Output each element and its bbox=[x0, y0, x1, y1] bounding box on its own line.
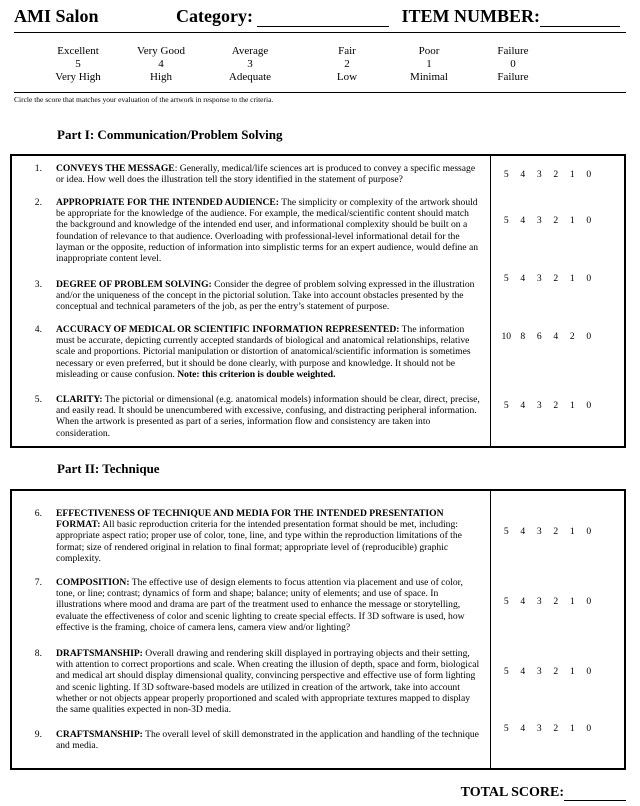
score-option[interactable]: 4 bbox=[520, 666, 526, 677]
score-option[interactable]: 2 bbox=[553, 723, 559, 734]
scale-col-average bbox=[205, 45, 295, 84]
criterion-title: CONVEYS THE MESSAGE bbox=[56, 163, 175, 174]
score-option[interactable]: 3 bbox=[536, 169, 542, 180]
criterion-title: APPROPRIATE FOR THE INTENDED AUDIENCE: bbox=[56, 197, 279, 208]
score-option[interactable]: 0 bbox=[586, 723, 592, 734]
scale-label: Fair bbox=[338, 45, 356, 57]
score-option[interactable]: 2 bbox=[553, 526, 559, 537]
scale-score: 5 bbox=[75, 58, 81, 70]
scale-score: 1 bbox=[426, 58, 432, 70]
scale-rule bbox=[14, 92, 626, 93]
instruction-text: Circle the score that matches your evaluation of the artwork in response to the criteria. bbox=[14, 95, 274, 104]
score-option[interactable]: 2 bbox=[553, 400, 559, 411]
score-option[interactable]: 4 bbox=[520, 169, 526, 180]
score-option[interactable]: 1 bbox=[569, 526, 575, 537]
score-options-1 bbox=[498, 169, 618, 180]
score-options-3 bbox=[498, 273, 618, 284]
criterion-body: The effective use of design elements to focus attention via placement and use of color, tone, or line; contrast; dynamics of form and shape; balance; unity of elements; and use of space. In illustrations where mood and drama are part of the treatment used to enhance the message or storytelling, evaluate the effectiveness of color and scenic lighting to create special effects. If 3D software is used, how effective is the framing, choice of camera lens, camera view and/or lighting? bbox=[56, 577, 465, 633]
score-option[interactable]: 2 bbox=[553, 273, 559, 284]
criterion-title: CRAFTSMANSHIP: bbox=[56, 729, 143, 740]
criterion-body: The overall level of skill demonstrated in the application and handling of the technique and media. bbox=[56, 729, 479, 752]
score-option[interactable]: 3 bbox=[536, 400, 542, 411]
criterion-body: The pictorial or dimensional (e.g. anatomical models) information should be clear, direct, precise, and easily read. It should be unencumbered with excessive, confusing, and distracting peripheral information. When the artwork is presented as part of a series, information flow and consistency are taken into consideration. bbox=[56, 394, 480, 439]
criterion-body: The simplicity or complexity of the artwork should be appropriate for the knowledge of the audience. For example, the medical/scientific content should match the background and knowledge of the intended end user, and informational complexity should be built on a foundation of relevance to that audience. Overloading with professional-level informational detail for the layman or the opposite, reduction of information into simplistic terms for an expert audience, would define an inappropriate content level. bbox=[56, 197, 479, 265]
score-option[interactable]: 4 bbox=[520, 273, 526, 284]
category-label: Category: bbox=[176, 6, 253, 26]
header-rule bbox=[14, 32, 626, 33]
form-header bbox=[14, 6, 626, 28]
score-option[interactable]: 1 bbox=[569, 215, 575, 226]
score-option[interactable]: 2 bbox=[569, 331, 575, 342]
scale-score: 3 bbox=[247, 58, 253, 70]
criterion-number: 6. bbox=[34, 508, 42, 519]
criterion-body: Consider the degree of problem solving expressed in the illustration and/or the uniqueness of the concept in the pictorial solution. Take into account obstacles presented by the conceptual and technical parameters of the job, as per the entry’s statement of purpose. bbox=[56, 279, 475, 313]
score-option[interactable]: 3 bbox=[536, 596, 542, 607]
score-option[interactable]: 1 bbox=[569, 169, 575, 180]
score-option[interactable]: 3 bbox=[536, 215, 542, 226]
criterion-body: The information must be accurate, depicting currently accepted standards of biological and anatomical relationships, relative scale and proportions. Pictorial manipulation or distortion of anatomical/scientific information is sometimes necessary or even preferred, but it should be done clearly, with purpose and knowledge. It should not be misleading or cause confusion. bbox=[56, 324, 471, 380]
score-option[interactable]: 2 bbox=[553, 215, 559, 226]
item-number-blank[interactable] bbox=[540, 10, 620, 27]
scale-sub: Low bbox=[336, 71, 358, 83]
criterion-title: DEGREE OF PROBLEM SOLVING: bbox=[56, 279, 212, 290]
scale-col-very-good bbox=[116, 45, 206, 84]
score-option[interactable]: 8 bbox=[520, 331, 526, 342]
criterion-title: ACCURACY OF MEDICAL OR SCIENTIFIC INFORMATION REPRESENTED: bbox=[56, 324, 400, 335]
score-options-8 bbox=[498, 666, 618, 677]
score-column-divider bbox=[490, 156, 491, 446]
criterion-number: 5. bbox=[34, 394, 42, 405]
score-option[interactable]: 5 bbox=[503, 526, 509, 537]
total-score-field bbox=[461, 785, 626, 801]
score-option[interactable]: 5 bbox=[503, 666, 509, 677]
criterion-number: 3. bbox=[34, 279, 42, 290]
item-number-label: ITEM NUMBER: bbox=[401, 6, 540, 26]
score-option[interactable]: 0 bbox=[586, 215, 592, 226]
score-option[interactable]: 5 bbox=[503, 273, 509, 284]
score-option[interactable]: 0 bbox=[586, 273, 592, 284]
score-option[interactable]: 3 bbox=[536, 526, 542, 537]
score-option[interactable]: 0 bbox=[586, 331, 592, 342]
criterion-number: 9. bbox=[34, 729, 42, 740]
score-option[interactable]: 1 bbox=[569, 596, 575, 607]
score-option[interactable]: 5 bbox=[503, 723, 509, 734]
criterion-title: COMPOSITION: bbox=[56, 577, 130, 588]
score-options-7 bbox=[498, 596, 618, 607]
criterion-note: Note: this criterion is double weighted. bbox=[177, 368, 336, 380]
score-option[interactable]: 0 bbox=[586, 400, 592, 411]
score-option[interactable]: 6 bbox=[536, 331, 542, 342]
scale-label: Poor bbox=[418, 45, 440, 57]
score-option[interactable]: 0 bbox=[586, 169, 592, 180]
scale-label: Failure bbox=[497, 45, 529, 57]
item-number-field bbox=[402, 6, 621, 27]
score-option[interactable]: 3 bbox=[536, 723, 542, 734]
criterion-title: CLARITY: bbox=[56, 394, 103, 405]
scale-sub: Failure bbox=[497, 71, 529, 83]
part2-title: Part II: Technique bbox=[57, 461, 160, 476]
score-option[interactable]: 5 bbox=[503, 400, 509, 411]
criterion-body: Overall drawing and rendering skill displayed in portraying objects and their setting, with attention to correct proportions and scale. When creating the illusion of depth, space and form, biological and medical art should display dimensional quality, convincing perspective and effective use of form lighting and scenic lighting. If 3D software-based models are utilized in creation of the artwork, take into account whether or not objects appear properly proportioned and scaled with appropriate textures mapped to display the same qualities expected in non-3D media. bbox=[56, 648, 480, 716]
score-option[interactable]: 4 bbox=[520, 723, 526, 734]
scale-label: Excellent bbox=[57, 45, 99, 57]
scale-col-excellent bbox=[33, 45, 123, 84]
score-option[interactable]: 4 bbox=[520, 596, 526, 607]
scale-sub: Adequate bbox=[228, 71, 272, 83]
part1-title: Part I: Communication/Problem Solving bbox=[57, 127, 283, 142]
criterion-number: 4. bbox=[34, 324, 42, 335]
criterion-body: All basic reproduction criteria for the intended presentation format should be met, including: appropriate aspect ratio; proper use of color, tone, line, and type within the reproduction limitations of the format; size of rendered original in relation to final format; appropriate level of (reproducible) graphic complexity. bbox=[56, 519, 462, 564]
scale-sub: Very High bbox=[55, 71, 101, 83]
score-option[interactable]: 2 bbox=[553, 169, 559, 180]
score-option[interactable]: 5 bbox=[503, 215, 509, 226]
score-option[interactable]: 10 bbox=[501, 331, 512, 342]
criterion-number: 2. bbox=[34, 197, 42, 208]
scale-label: Very Good bbox=[137, 45, 185, 57]
score-option[interactable]: 5 bbox=[503, 169, 509, 180]
score-option[interactable]: 0 bbox=[586, 666, 592, 677]
score-option[interactable]: 3 bbox=[536, 666, 542, 677]
scale-label: Average bbox=[231, 45, 269, 57]
score-option[interactable]: 2 bbox=[553, 596, 559, 607]
score-option[interactable]: 1 bbox=[569, 723, 575, 734]
score-option[interactable]: 4 bbox=[520, 526, 526, 537]
criterion-number: 1. bbox=[34, 163, 42, 174]
score-option[interactable]: 5 bbox=[503, 596, 509, 607]
score-options-5 bbox=[498, 400, 618, 411]
score-option[interactable]: 4 bbox=[520, 400, 526, 411]
total-score-blank[interactable] bbox=[564, 786, 626, 801]
criterion-title: EFFECTIVENESS OF TECHNIQUE AND MEDIA FOR THE INTENDED PRESENTATION FORMAT: bbox=[56, 508, 444, 531]
score-column-divider bbox=[490, 491, 491, 768]
score-option[interactable]: 2 bbox=[553, 666, 559, 677]
criterion-title: DRAFTSMANSHIP: bbox=[56, 648, 143, 659]
category-field bbox=[176, 6, 389, 27]
scale-score: 4 bbox=[158, 58, 164, 70]
scale-score: 0 bbox=[510, 58, 516, 70]
criterion-number: 7. bbox=[34, 577, 42, 588]
score-options-6 bbox=[498, 526, 618, 537]
scale-score: 2 bbox=[344, 58, 350, 70]
score-option[interactable]: 0 bbox=[586, 526, 592, 537]
score-option[interactable]: 4 bbox=[520, 215, 526, 226]
total-score-label: TOTAL SCORE: bbox=[460, 785, 564, 800]
criterion-number: 8. bbox=[34, 648, 42, 659]
score-options-4 bbox=[498, 331, 618, 342]
scale-sub: Minimal bbox=[410, 71, 448, 83]
category-blank[interactable] bbox=[257, 10, 389, 27]
scale-sub: High bbox=[150, 71, 172, 83]
scale-col-fair bbox=[302, 45, 392, 84]
score-option[interactable]: 3 bbox=[536, 273, 542, 284]
score-option[interactable]: 1 bbox=[569, 400, 575, 411]
org-name: AMI Salon bbox=[14, 6, 99, 26]
score-option[interactable]: 1 bbox=[569, 273, 575, 284]
scale-col-failure bbox=[468, 45, 558, 84]
score-options-2 bbox=[498, 215, 618, 226]
score-options-9 bbox=[498, 723, 618, 734]
score-option[interactable]: 0 bbox=[586, 596, 592, 607]
score-option[interactable]: 1 bbox=[569, 666, 575, 677]
score-option[interactable]: 4 bbox=[553, 331, 559, 342]
scale-col-poor bbox=[384, 45, 474, 84]
criterion-body: : Generally, medical/life sciences art is produced to convey a specific message or idea. How well does the illustration tell the story identified in the statement of purpose? bbox=[56, 163, 476, 186]
